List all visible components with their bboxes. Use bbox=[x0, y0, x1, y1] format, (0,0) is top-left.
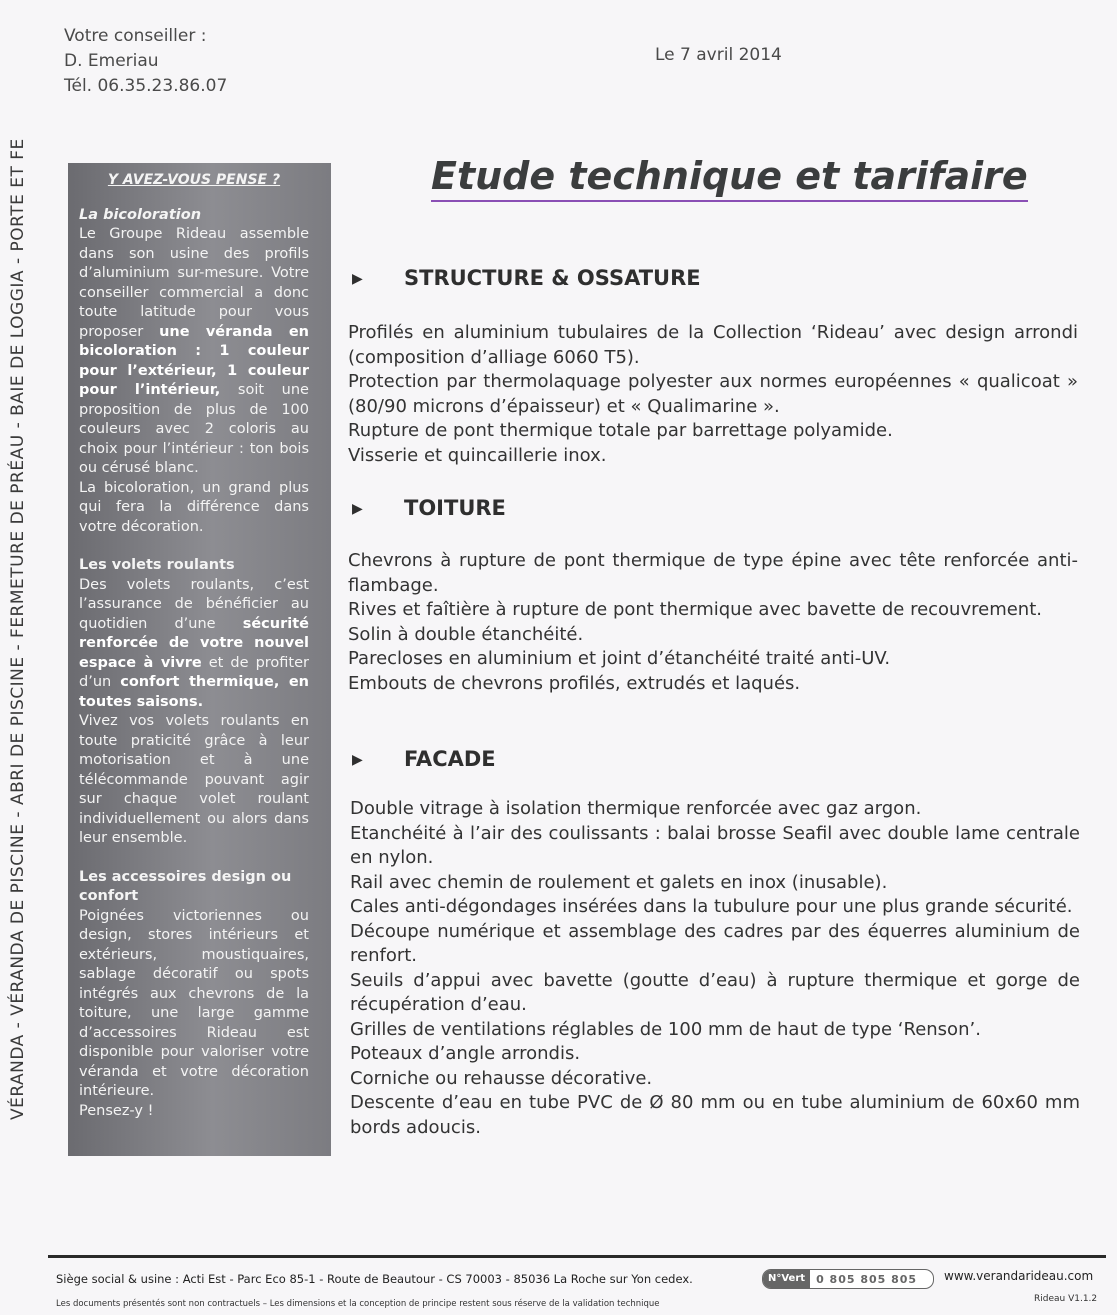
advisor-label: Votre conseiller : bbox=[64, 26, 207, 46]
sidebar-block-volets bbox=[79, 556, 309, 849]
sidebar-heading: Les accessoires design ou confort bbox=[79, 868, 292, 904]
toll-free-badge bbox=[762, 1269, 934, 1289]
sidebar-paragraph: La bicoloration, un grand plus qui fera la différence dans votre décoration. bbox=[79, 479, 309, 535]
sidebar-paragraph: Poignées victoriennes ou design, stores intérieurs et extérieurs, moustiquaires, sablage décoratif ou spots intégrés aux chevrons de la toiture, une large gamme d’accessoires Rideau est disponible pour valoriser votre véranda et votre décoration intérieure. bbox=[79, 907, 309, 1099]
sidebar-heading: Les volets roulants bbox=[79, 557, 235, 573]
section-body-structure: Profilés en aluminium tubulaires de la Collection ‘Rideau’ avec design arrondi (composition d’alliage 6060 T5). Protection par thermolaquage polyester aux normes européennes « qualicoat » (80/90 microns d’épaisseur) et « Qualimarine ». Rupture de pont thermique totale par barrettage polyamide. Visserie et quincaillerie inox. bbox=[348, 322, 1078, 466]
vertical-product-band bbox=[8, 0, 42, 1140]
advisor-phone: Tél. 06.35.23.86.07 bbox=[64, 76, 228, 96]
section-body-toiture: Chevrons à rupture de pont thermique de type épine avec tête renforcée anti-flambage. Rives et faîtière à rupture de pont thermique avec bavette de recouvrement. Solin à double étanchéité. Parecloses en aluminium et joint d’étanchéité traité anti-UV. Embouts de chevrons profilés, extrudés et laqués. bbox=[348, 550, 1078, 694]
advisor-name: D. Emeriau bbox=[64, 51, 159, 71]
website-link[interactable]: www.verandarideau.com bbox=[944, 1269, 1094, 1283]
section-heading-toiture: ▶ TOITURE bbox=[352, 496, 506, 520]
triangle-right-icon: ▶ bbox=[352, 501, 363, 517]
triangle-right-icon: ▶ bbox=[352, 752, 363, 768]
advisor-block bbox=[64, 24, 227, 99]
sidebar-paragraph: Des volets roulants, c’est l’assurance de bénéficier au quotidien d’une sécurité renforcée de votre nouvel espace à vivre et de profiter d’un confort thermique, en toutes saisons. bbox=[79, 576, 309, 710]
sidebar-block-bicoloration bbox=[79, 206, 309, 538]
sidebar-block-accessoires bbox=[79, 868, 309, 1122]
section-heading-facade: ▶ FACADE bbox=[352, 747, 496, 771]
tips-sidebar bbox=[68, 163, 331, 1156]
sidebar-paragraph: Vivez vos volets roulants en toute praticité grâce à leur motorisation et à une télécommande pouvant agir sur chaque volet roulant individuellement ou alors dans leur ensemble. bbox=[79, 713, 309, 846]
section-body-facade: Double vitrage à isolation thermique renforcée avec gaz argon. Etanchéité à l’air des coulissants : balai brosse Seafil avec double lame centrale en nylon. Rail avec chemin de roulement et galets en inox (inusable). Cales anti-dégondages insérées dans la tubulure pour une plus grande sécurité. Découpe numérique et assemblage des cadres par des équerres aluminium de renfort. Seuils d’appui avec bavette (goutte d’eau) à rupture thermique et gorge de récupération d’eau. Grilles de ventilations réglables de 100 mm de haut de type ‘Renson’. Poteaux d’angle arrondis. Corniche ou rehausse décorative. Descente d’eau en tube PVC de Ø 80 mm ou en tube aluminium de 60x60 mm bords adoucis. bbox=[350, 798, 1080, 1138]
triangle-right-icon: ▶ bbox=[352, 271, 363, 287]
footer-disclaimer: Les documents présentés sont non contractuels – Les dimensions et la conception de principe restent sous réserve de la validation technique bbox=[56, 1299, 660, 1309]
document-date: Le 7 avril 2014 bbox=[655, 45, 782, 65]
badge-label: N°Vert bbox=[763, 1270, 810, 1288]
page-title: Etude technique et tarifaire bbox=[431, 152, 1028, 202]
sidebar-heading: La bicoloration bbox=[79, 206, 202, 223]
sidebar-paragraph: Le Groupe Rideau assemble dans son usine des profils d’aluminium sur-mesure. Votre conseiller commercial a donc toute latitude pour vous proposer une véranda en bicoloration : 1 couleur pour l’extérieur, 1 couleur pour l’intérieur, soit une proposition de plus de 100 couleurs avec 2 coloris au choix pour l’intérieur : ton bois ou cérusé blanc. bbox=[79, 226, 309, 476]
badge-number: 0 805 805 805 bbox=[816, 1272, 918, 1286]
vertical-band-text: VÉRANDA - VÉRANDA DE PISCINE - ABRI DE PISCINE - FERMETURE DE PRÉAU - BAIE DE LOGGIA - PORTE ET FE bbox=[8, 138, 28, 1120]
footer-divider bbox=[48, 1255, 1106, 1258]
document-version: Rideau V1.1.2 bbox=[1034, 1294, 1098, 1304]
sidebar-paragraph: Pensez-y ! bbox=[79, 1102, 154, 1119]
section-heading-structure: ▶ STRUCTURE & OSSATURE bbox=[352, 266, 701, 290]
sidebar-title: Y AVEZ-VOUS PENSE ? bbox=[107, 172, 281, 188]
footer-address: Siège social & usine : Acti Est - Parc Eco 85-1 - Route de Beautour - CS 70003 - 85036 La Roche sur Yon cedex. bbox=[56, 1272, 693, 1286]
